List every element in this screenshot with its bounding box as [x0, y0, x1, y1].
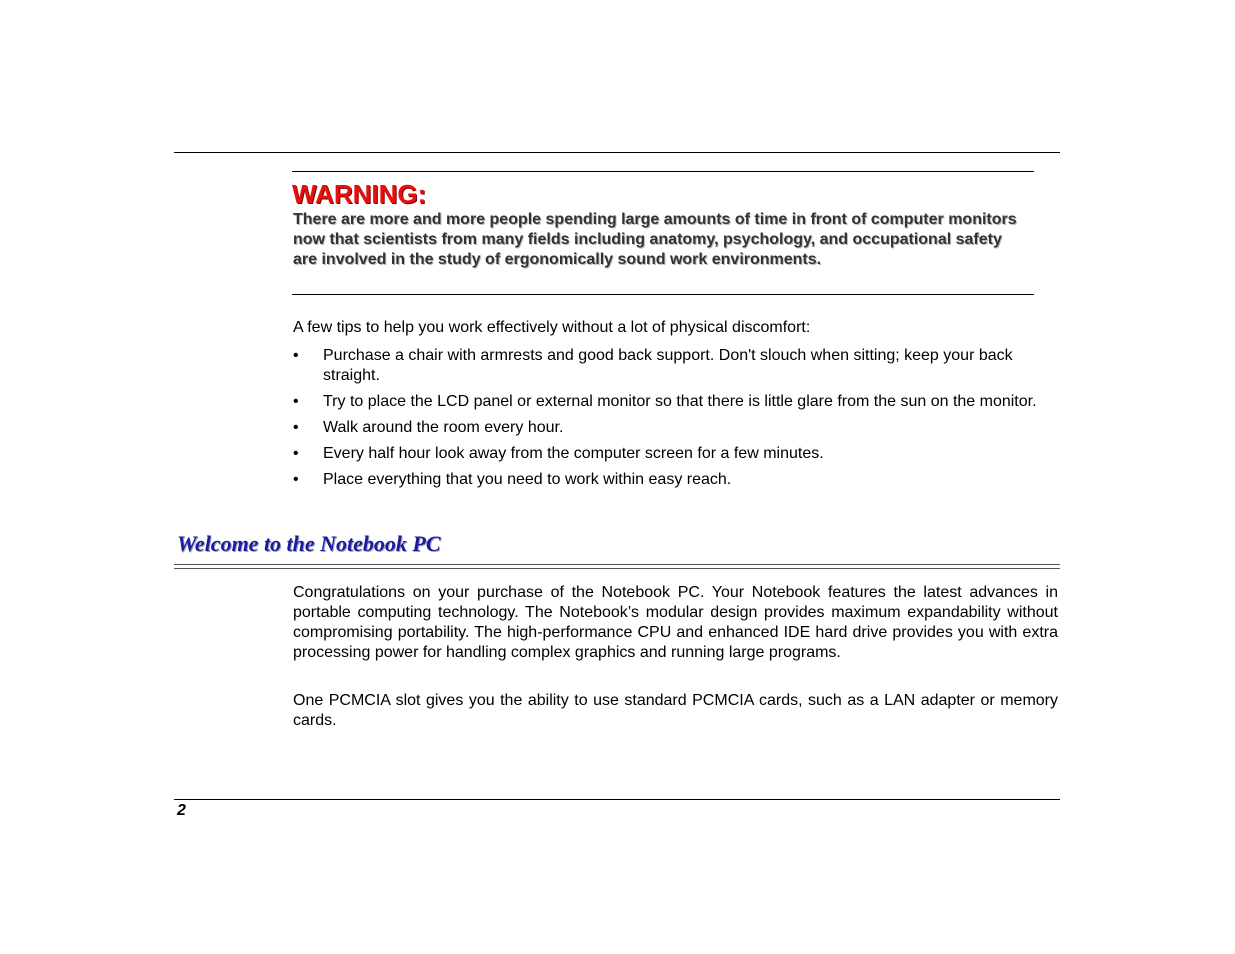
list-item: [293, 346, 1058, 386]
header-rule: [174, 152, 1060, 153]
tip-text: Try to place the LCD panel or external monitor so that there is little glare from the sun on the monitor.: [323, 393, 1037, 410]
bullet-icon: •: [293, 419, 299, 436]
intro-paragraph: Congratulations on your purchase of the Notebook PC. Your Notebook features the latest advances in portable computing technology. The Notebook’s modular design provides maximum expandability without compromising portability. The high-performance CPU and enhanced IDE hard drive provides you with extra processing power for handling complex graphics and running large programs.: [293, 584, 1058, 661]
tips-list: [293, 346, 1058, 496]
list-item: [293, 444, 1058, 464]
list-item: [293, 392, 1058, 412]
tip-text: Walk around the room every hour.: [323, 419, 564, 436]
warning-text: There are more and more people spending large amounts of time in front of computer monitors now that scientists from many fields including anatomy, psychology, and occupational safety are involved in the study of ergonomically sound work environments.: [293, 211, 1017, 268]
section-divider: [174, 564, 1060, 569]
pcmcia-paragraph: One PCMCIA slot gives you the ability to use standard PCMCIA cards, such as a LAN adapter or memory cards.: [293, 692, 1058, 729]
section-heading: Welcome to the Notebook PC: [177, 531, 441, 556]
bullet-icon: •: [293, 393, 299, 410]
tip-text: Every half hour look away from the computer screen for a few minutes.: [323, 445, 824, 462]
tip-text: Purchase a chair with armrests and good back support. Don't slouch when sitting; keep your back straight.: [323, 347, 1013, 384]
bullet-icon: •: [293, 445, 299, 462]
tips-intro: A few tips to help you work effectively without a lot of physical discomfort:: [293, 319, 811, 336]
bullet-icon: •: [293, 471, 299, 488]
list-item: [293, 470, 1058, 490]
page-number: 2: [177, 802, 186, 819]
warning-box: [292, 171, 1034, 295]
footer-rule: [174, 799, 1060, 800]
list-item: [293, 418, 1058, 438]
bullet-icon: •: [293, 347, 299, 364]
warning-title: WARNING:: [292, 179, 427, 209]
tip-text: Place everything that you need to work within easy reach.: [323, 471, 732, 488]
